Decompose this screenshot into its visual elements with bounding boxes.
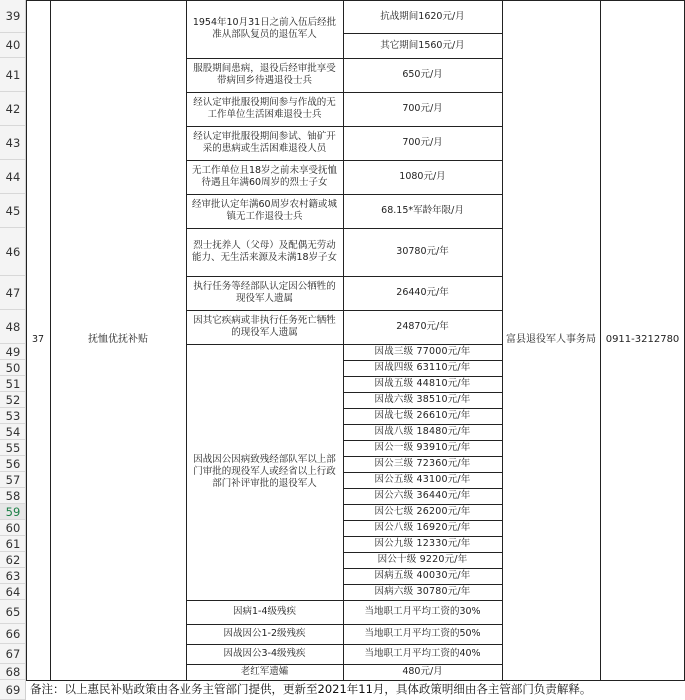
cell-border — [343, 472, 502, 473]
condition-cell[interactable]: 经审批认定年满60周岁农村籍或城镇无工作退役士兵 — [191, 199, 338, 222]
cell-border — [186, 644, 343, 645]
condition-cell[interactable]: 因战因公3-4级残疾 — [223, 648, 306, 659]
condition-cell[interactable]: 老红军遗孀 — [240, 666, 289, 677]
amount-cell[interactable]: 30780元/年 — [396, 246, 449, 257]
cell-border — [26, 0, 685, 1]
row-number-63[interactable]: 63 — [0, 568, 26, 584]
cell-border — [343, 624, 502, 625]
cell-border — [343, 456, 502, 457]
cell-border — [343, 160, 502, 161]
disability-amount-cell[interactable]: 因公九级 12330元/年 — [374, 538, 471, 549]
cell-border — [343, 584, 502, 585]
row-number-44[interactable]: 44 — [0, 160, 26, 194]
cell-border — [343, 276, 502, 277]
row-number-42[interactable]: 42 — [0, 92, 26, 126]
row-number-59[interactable]: 59 — [0, 504, 26, 520]
amount-cell[interactable]: 700元/月 — [402, 137, 443, 148]
cell-border — [343, 58, 502, 59]
row-number-51[interactable]: 51 — [0, 376, 26, 392]
disability-amount-cell[interactable]: 因病六级 30780元/年 — [374, 586, 471, 597]
cell-border — [50, 0, 51, 680]
row-number-49[interactable]: 49 — [0, 344, 26, 360]
cell-border — [600, 0, 601, 680]
row-number-60[interactable]: 60 — [0, 520, 26, 536]
row-number-50[interactable]: 50 — [0, 360, 26, 376]
row-number-53[interactable]: 53 — [0, 408, 26, 424]
condition-cell[interactable]: 因战因公因病致残经部队军以上部门审批的现役军人或经省以上行政部门补评审批的退役军人 — [193, 454, 336, 489]
cell-border — [186, 58, 343, 59]
row-number-64[interactable]: 64 — [0, 584, 26, 600]
row-number-54[interactable]: 54 — [0, 424, 26, 440]
cell-border — [343, 228, 502, 229]
disability-amount-cell[interactable]: 因公五级 43100元/年 — [374, 474, 471, 485]
cell-border — [343, 376, 502, 377]
amount-cell[interactable]: 650元/月 — [402, 69, 443, 80]
cell-border — [343, 344, 502, 345]
condition-cell[interactable]: 无工作单位且18岁之前未享受抚恤待遇且年满60周岁的烈士子女 — [191, 165, 338, 188]
disability-amount-cell[interactable]: 因战五级 44810元/年 — [374, 378, 471, 389]
disability-amount-cell[interactable]: 因战四级 63110元/年 — [374, 362, 471, 373]
row-number-67[interactable]: 67 — [0, 644, 26, 664]
cell-border — [343, 440, 502, 441]
cell-border — [343, 504, 502, 505]
amount-cell[interactable]: 24870元/年 — [396, 321, 449, 332]
cell-border — [343, 194, 502, 195]
cell-border — [343, 600, 502, 601]
cell-border — [343, 392, 502, 393]
cell-border — [343, 360, 502, 361]
row-number-48[interactable]: 48 — [0, 310, 26, 344]
disability-amount-cell[interactable]: 因战六级 38510元/年 — [374, 394, 471, 405]
disability-amount-cell[interactable]: 因公一级 93910元/年 — [374, 442, 471, 453]
amount-cell[interactable]: 480元/月 — [402, 666, 443, 677]
cell-border — [343, 520, 502, 521]
disability-amount-cell[interactable]: 因病五级 40030元/年 — [374, 570, 471, 581]
disability-amount-cell[interactable]: 因公八级 16920元/年 — [374, 522, 471, 533]
row-number-62[interactable]: 62 — [0, 552, 26, 568]
disability-amount-cell[interactable]: 因战八级 18480元/年 — [374, 426, 471, 437]
cell-border — [502, 0, 503, 680]
row-number-46[interactable]: 46 — [0, 228, 26, 276]
cell-border — [343, 92, 502, 93]
row-number-56[interactable]: 56 — [0, 456, 26, 472]
condition-cell[interactable]: 烈士抚养人（父母）及配偶无劳动能力、无生活来源及未满18岁子女 — [191, 240, 338, 263]
cell-border — [343, 488, 502, 489]
cell-border — [186, 194, 343, 195]
amount-cell[interactable]: 700元/月 — [402, 103, 443, 114]
disability-amount-cell[interactable]: 因战三级 77000元/年 — [374, 346, 471, 357]
office-cell[interactable]: 富县退役军人事务局 — [506, 334, 596, 345]
cell-border — [343, 568, 502, 569]
row-number-41[interactable]: 41 — [0, 58, 26, 92]
row-number-57[interactable]: 57 — [0, 472, 26, 488]
cell-border — [343, 33, 502, 34]
item-name-cell[interactable]: 抚恤优抚补贴 — [88, 334, 148, 345]
row-number-45[interactable]: 45 — [0, 194, 26, 228]
amount-cell[interactable]: 当地职工月平均工资的50% — [364, 628, 481, 639]
amount-cell[interactable]: 抗战期间1620元/月 — [380, 10, 465, 22]
row-number-69[interactable]: 69 — [0, 680, 26, 700]
amount-cell[interactable]: 其它期间1560元/月 — [380, 39, 465, 51]
disability-amount-cell[interactable]: 因公三级 72360元/年 — [374, 458, 471, 469]
cell-border — [186, 228, 343, 229]
cell-border — [26, 0, 27, 680]
phone-cell[interactable]: 0911-3212780 — [605, 334, 680, 345]
cell-border — [186, 664, 343, 665]
disability-amount-cell[interactable]: 因公十级 9220元/年 — [377, 554, 468, 565]
row-number-65[interactable]: 65 — [0, 600, 26, 624]
cell-border — [343, 126, 502, 127]
row-header-column — [0, 0, 26, 700]
disability-amount-cell[interactable]: 因公七级 26200元/年 — [374, 506, 471, 517]
row-number-47[interactable]: 47 — [0, 276, 26, 310]
cell-border — [186, 160, 343, 161]
condition-cell[interactable]: 经认定审批服役期间参与作战的无工作单位生活困难退役士兵 — [193, 97, 336, 120]
condition-cell[interactable]: 因其它疾病或非执行任务死亡牺牲的现役军人遗属 — [193, 315, 336, 338]
row-header-divider — [25, 0, 26, 700]
condition-cell[interactable]: 经认定审批服役期间参试、铀矿开采的患病或生活困难退役人员 — [193, 131, 336, 154]
row-number-66[interactable]: 66 — [0, 624, 26, 644]
cell-border — [186, 310, 343, 311]
amount-cell[interactable]: 1080元/月 — [399, 171, 446, 182]
disability-amount-cell[interactable]: 因战七级 26610元/年 — [374, 410, 471, 421]
seq-number-cell[interactable]: 37 — [31, 334, 45, 345]
condition-cell[interactable]: 服股期间患病，退役后经审批享受带病回乡待遇退役士兵 — [193, 63, 336, 86]
cell-border — [186, 0, 187, 680]
row-number-68[interactable]: 68 — [0, 664, 26, 680]
footer-note: 备注：以上惠民补贴政策由各业务主管部门提供，更新至2021年11月，具体政策明细由各主管部门负责解释。 — [30, 682, 592, 696]
amount-cell[interactable]: 68.15*军龄年限/月 — [381, 205, 464, 216]
row-number-40[interactable]: 40 — [0, 33, 26, 58]
condition-cell[interactable]: 执行任务等经部队认定因公牺牲的现役军人遗属 — [193, 281, 336, 304]
amount-cell[interactable]: 当地职工月平均工资的40% — [364, 648, 481, 659]
cell-border — [343, 310, 502, 311]
condition-cell[interactable]: 因病1-4级残疾 — [232, 606, 297, 617]
cell-border — [343, 408, 502, 409]
cell-border — [186, 344, 343, 345]
amount-cell[interactable]: 26440元/年 — [396, 287, 449, 298]
condition-cell[interactable]: 1954年10月31日之前入伍后经批准从部队复员的退伍军人 — [192, 17, 337, 40]
cell-border — [343, 0, 344, 680]
cell-border — [186, 624, 343, 625]
row-number-39[interactable]: 39 — [0, 0, 26, 33]
cell-border — [343, 644, 502, 645]
row-number-58[interactable]: 58 — [0, 488, 26, 504]
cell-border — [343, 536, 502, 537]
condition-cell[interactable]: 因战因公1-2级残疾 — [223, 628, 306, 639]
disability-amount-cell[interactable]: 因公六级 36440元/年 — [374, 490, 471, 501]
row-number-55[interactable]: 55 — [0, 440, 26, 456]
cell-border — [186, 126, 343, 127]
cell-border — [186, 276, 343, 277]
row-number-43[interactable]: 43 — [0, 126, 26, 160]
row-number-61[interactable]: 61 — [0, 536, 26, 552]
cell-border — [186, 92, 343, 93]
cell-border — [343, 424, 502, 425]
cell-border — [343, 552, 502, 553]
amount-cell[interactable]: 当地职工月平均工资的30% — [364, 606, 481, 617]
row-number-52[interactable]: 52 — [0, 392, 26, 408]
cell-border — [186, 600, 343, 601]
cell-border — [343, 664, 502, 665]
